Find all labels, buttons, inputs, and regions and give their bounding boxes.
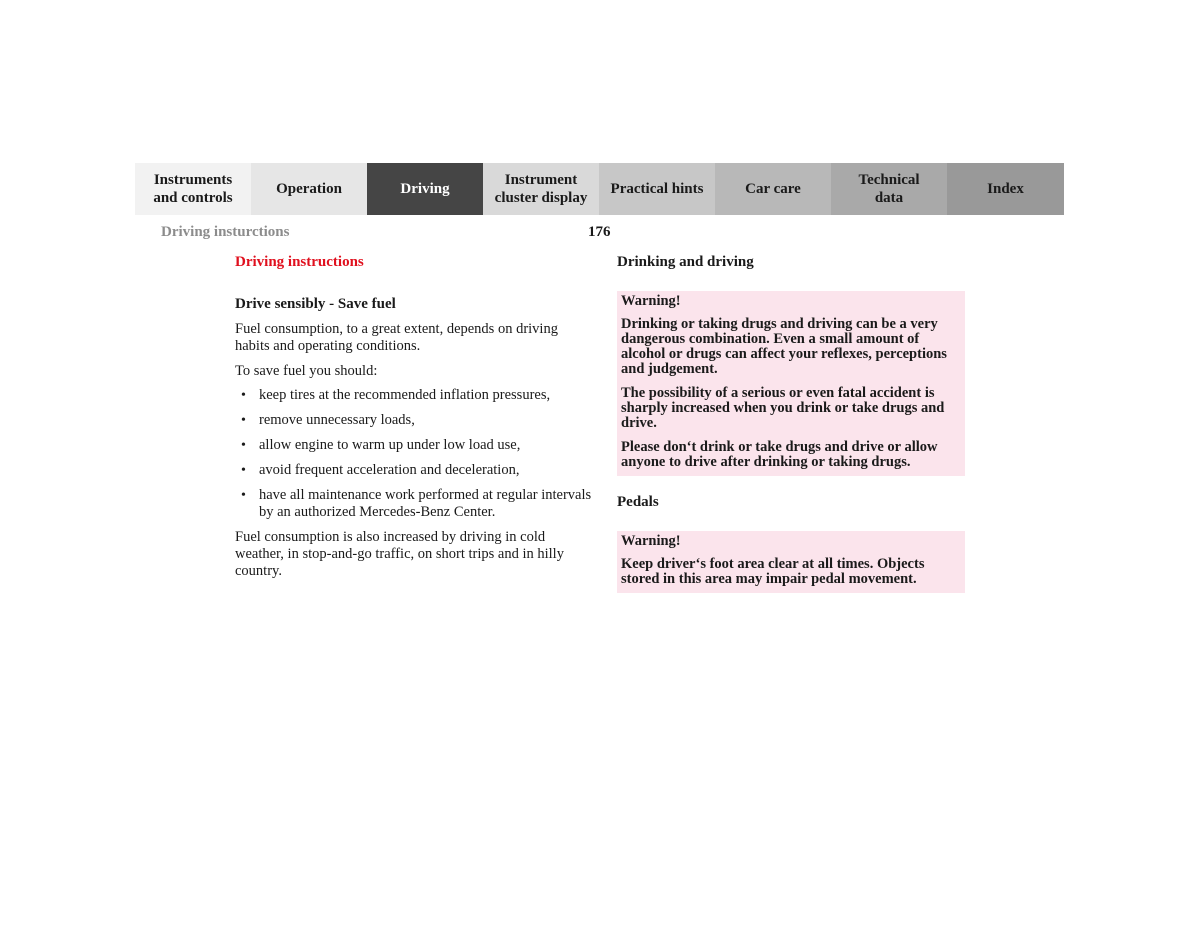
outro-paragraph: Fuel consumption is also increased by driving in cold weather, in stop-and-go traffic, on short trips and in hilly country. (235, 529, 564, 579)
warning-title: Warning! (621, 293, 681, 309)
pedals-heading: Pedals (617, 494, 659, 510)
tab-driving[interactable]: Driving (367, 163, 483, 215)
warning-box-pedals (617, 531, 965, 593)
tab-instrument-cluster-display[interactable]: Instrument cluster display (483, 163, 599, 215)
tab-technical-data[interactable]: Technical data (831, 163, 947, 215)
warning-paragraph: The possibility of a serious or even fatal accident is sharply increased when you drink or take drugs and drive. (621, 385, 945, 431)
bullet-icon: • (241, 463, 246, 478)
bullet-icon: • (241, 388, 246, 403)
list-item (235, 437, 595, 454)
tab-practical-hints[interactable]: Practical hints (599, 163, 715, 215)
page-title: Driving instructions (235, 254, 364, 270)
list-item-text: keep tires at the recommended inflation pressures, (259, 387, 551, 403)
chapter-tab-bar (135, 163, 1064, 215)
warning-paragraph: Please don‘t drink or take drugs and drive or allow anyone to drive after drinking or taking drugs. (621, 439, 938, 470)
list-item (235, 462, 595, 479)
warning-paragraph: Keep driver‘s foot area clear at all times. Objects stored in this area may impair pedal movement. (621, 556, 925, 587)
list-item-text: have all maintenance work performed at regular intervals by an authorized Mercedes-Benz Center. (259, 487, 592, 520)
list-item (235, 412, 595, 429)
list-item (235, 387, 595, 404)
tab-index[interactable]: Index (947, 163, 1064, 215)
section-subheading: Drive sensibly - Save fuel (235, 296, 396, 312)
drinking-heading: Drinking and driving (617, 254, 754, 270)
page-number: 176 (588, 224, 611, 240)
bullet-icon: • (241, 438, 246, 453)
section-label: Driving insturctions (161, 224, 290, 240)
tab-car-care[interactable]: Car care (715, 163, 831, 215)
list-item-text: avoid frequent acceleration and deceleration, (259, 462, 520, 478)
left-column (235, 254, 595, 580)
right-column (617, 254, 965, 593)
fuel-tips-list (235, 387, 595, 521)
tab-operation[interactable]: Operation (251, 163, 367, 215)
list-item-text: remove unnecessary loads, (259, 412, 415, 428)
tab-instruments-and-controls[interactable]: Instruments and controls (135, 163, 251, 215)
lead-paragraph: To save fuel you should: (235, 363, 378, 379)
intro-paragraph: Fuel consumption, to a great extent, depends on driving habits and operating conditions. (235, 321, 558, 354)
bullet-icon: • (241, 413, 246, 428)
warning-paragraph: Drinking or taking drugs and driving can be a very dangerous combination. Even a small amount of alcohol or drugs can affect your reflexes, perceptions and judgement. (621, 316, 947, 377)
warning-box-drinking (617, 291, 965, 476)
list-item (235, 487, 595, 521)
bullet-icon: • (241, 488, 246, 503)
warning-title: Warning! (621, 533, 681, 549)
list-item-text: allow engine to warm up under low load use, (259, 437, 521, 453)
